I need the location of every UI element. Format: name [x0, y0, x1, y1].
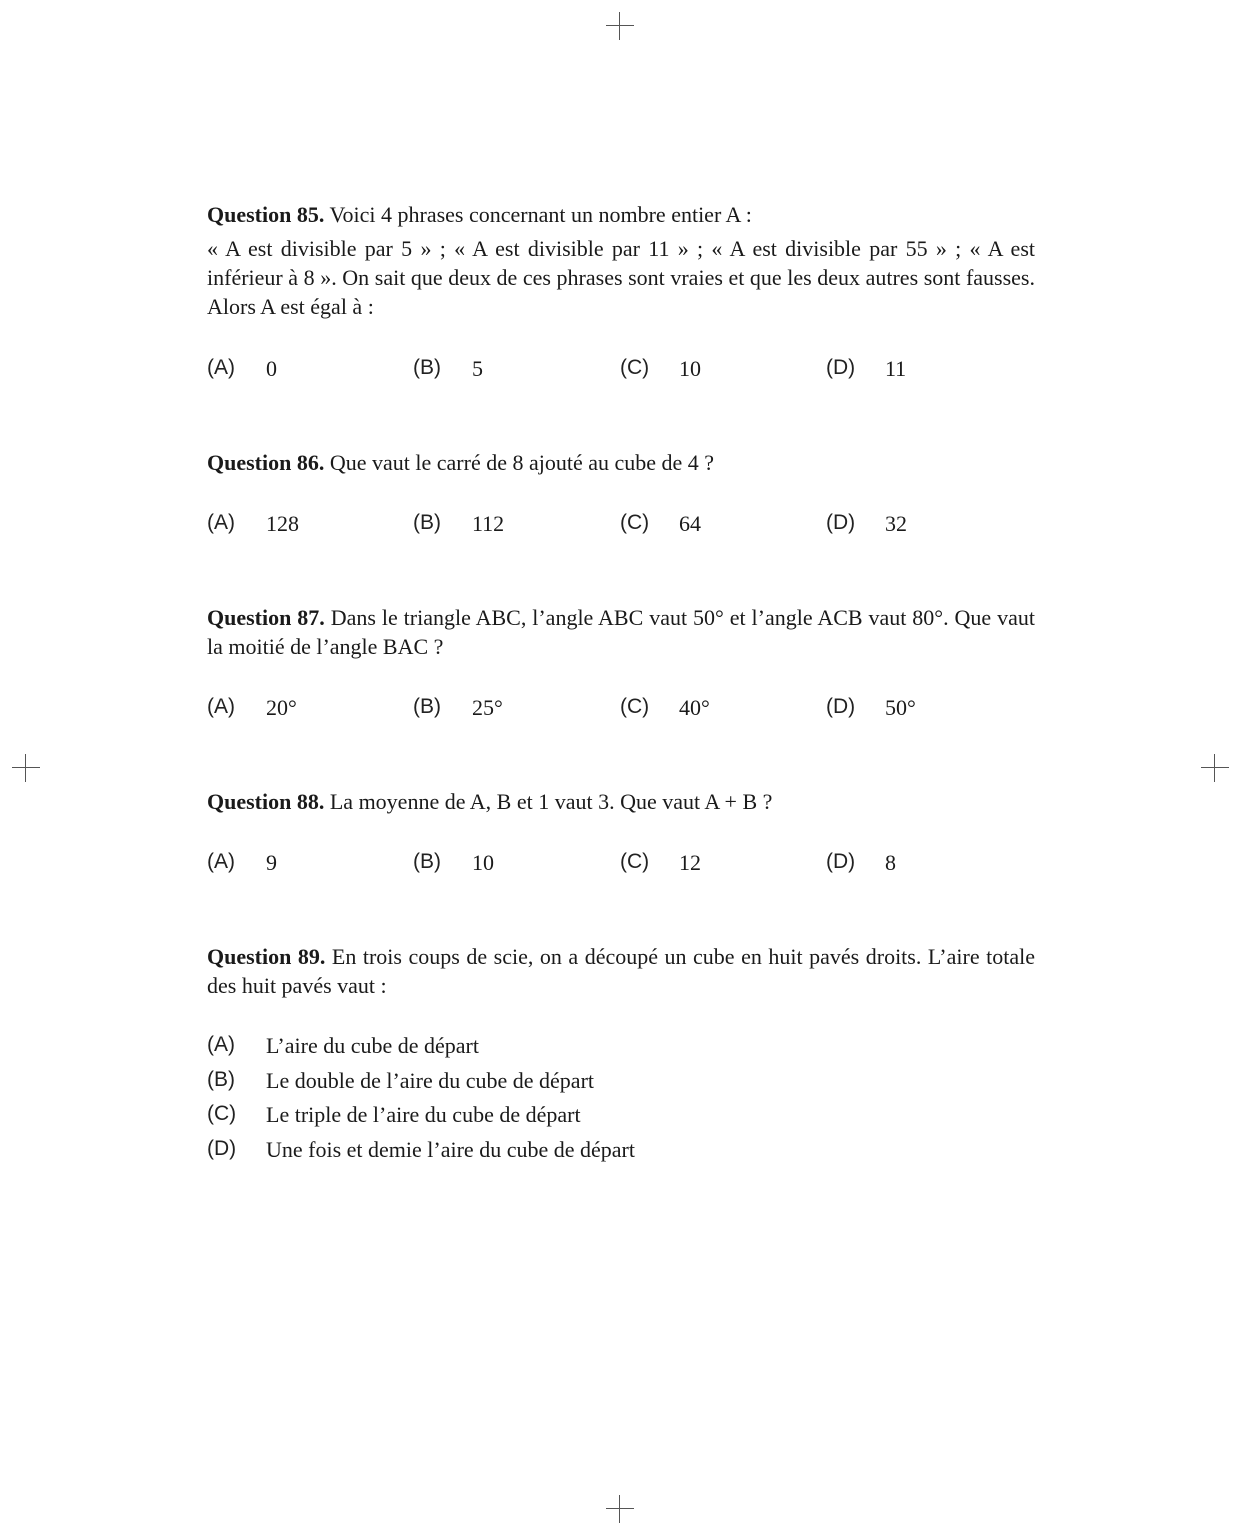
- question-86: [207, 448, 1035, 477]
- question-89: [207, 942, 1035, 1000]
- answer-letter: (A): [207, 850, 235, 873]
- answer-value: 64: [679, 511, 701, 536]
- answer-letter: (D): [207, 1136, 237, 1160]
- answer-letter: (D): [826, 850, 856, 873]
- answer-letter: (B): [413, 695, 441, 718]
- answer-letter: (B): [413, 511, 441, 534]
- answer-value: 40°: [679, 695, 710, 720]
- answer-value: 10: [472, 850, 494, 875]
- question-89-body: [207, 942, 1035, 1000]
- question-87-answers: [207, 695, 1035, 725]
- answer-letter: (C): [620, 511, 650, 534]
- question-89-answers: [207, 1033, 1035, 1171]
- answer-letter: (B): [207, 1067, 235, 1091]
- answer-value: Le triple de l’aire du cube de départ: [266, 1102, 581, 1127]
- answer-value: 128: [266, 511, 299, 536]
- answer-value: 0: [266, 356, 277, 381]
- question-89-answer-b[interactable]: [207, 1068, 1035, 1103]
- question-86-answers: [207, 511, 1035, 541]
- answer-value: 8: [885, 850, 896, 875]
- answer-value: 9: [266, 850, 277, 875]
- answer-value: 20°: [266, 695, 297, 720]
- question-89-answer-c[interactable]: [207, 1102, 1035, 1137]
- registration-mark-left: [12, 754, 40, 782]
- question-89-text: En trois coups de scie, on a découpé un cube en huit pavés droits. L’aire totale des huit pavés vaut :: [207, 944, 1035, 998]
- question-88-label: Question 88.: [207, 789, 325, 814]
- answer-letter: (B): [413, 850, 441, 873]
- answer-letter: (D): [826, 356, 856, 379]
- question-88-answers: [207, 850, 1035, 880]
- answer-letter: (C): [620, 356, 650, 379]
- question-88-text: La moyenne de A, B et 1 vaut 3. Que vaut A + B ?: [329, 789, 773, 814]
- question-85: [207, 200, 1035, 321]
- registration-mark-right: [1201, 754, 1229, 782]
- answer-value: 5: [472, 356, 483, 381]
- question-85-answers: [207, 356, 1035, 386]
- question-89-answer-a[interactable]: [207, 1033, 1035, 1068]
- answer-letter: (A): [207, 356, 235, 379]
- registration-mark-bottom: [606, 1495, 634, 1523]
- registration-mark-top: [606, 12, 634, 40]
- answer-value: 10: [679, 356, 701, 381]
- question-89-answer-d[interactable]: [207, 1137, 1035, 1172]
- answer-letter: (C): [620, 850, 650, 873]
- answer-letter: (C): [620, 695, 650, 718]
- question-87: [207, 603, 1035, 661]
- question-85-statement: « A est divisible par 5 » ; « A est divisible par 11 » ; « A est divisible par 55 » ; « A est inférieur à 8 ». On sait que deux de ces phrases sont vraies et que les deux autres sont fausses. Alors A est égal à :: [207, 236, 1035, 319]
- question-87-body: [207, 603, 1035, 661]
- answer-value: Le double de l’aire du cube de départ: [266, 1067, 595, 1093]
- answer-value: 50°: [885, 695, 916, 720]
- answer-letter: (D): [826, 695, 856, 718]
- answer-value: 11: [885, 356, 907, 381]
- question-85-first-line: [207, 200, 1035, 229]
- answer-letter: (A): [207, 1033, 235, 1056]
- answer-letter: (A): [207, 511, 235, 534]
- answer-value: 112: [472, 511, 505, 536]
- answer-value: Une fois et demie l’aire du cube de départ: [266, 1136, 635, 1162]
- answer-value: 32: [885, 511, 907, 536]
- question-88: [207, 787, 1035, 816]
- answer-letter: (A): [207, 695, 235, 718]
- question-85-intro: Voici 4 phrases concernant un nombre entier A :: [329, 202, 752, 227]
- answer-letter: (D): [826, 511, 856, 534]
- answer-value: 12: [679, 850, 701, 875]
- answer-value: 25°: [472, 695, 503, 720]
- question-87-text: Dans le triangle ABC, l’angle ABC vaut 50° et l’angle ACB vaut 80°. Que vaut la moitié de l’angle BAC ?: [207, 605, 1035, 659]
- question-86-label: Question 86.: [207, 450, 325, 475]
- answer-letter: (C): [207, 1102, 237, 1125]
- question-87-label: Question 87.: [207, 605, 325, 630]
- answer-letter: (B): [413, 356, 441, 379]
- question-86-text: Que vaut le carré de 8 ajouté au cube de 4 ?: [329, 450, 715, 475]
- answer-value: L’aire du cube de départ: [266, 1033, 479, 1058]
- question-89-label: Question 89.: [207, 944, 326, 969]
- question-85-label: Question 85.: [207, 202, 325, 227]
